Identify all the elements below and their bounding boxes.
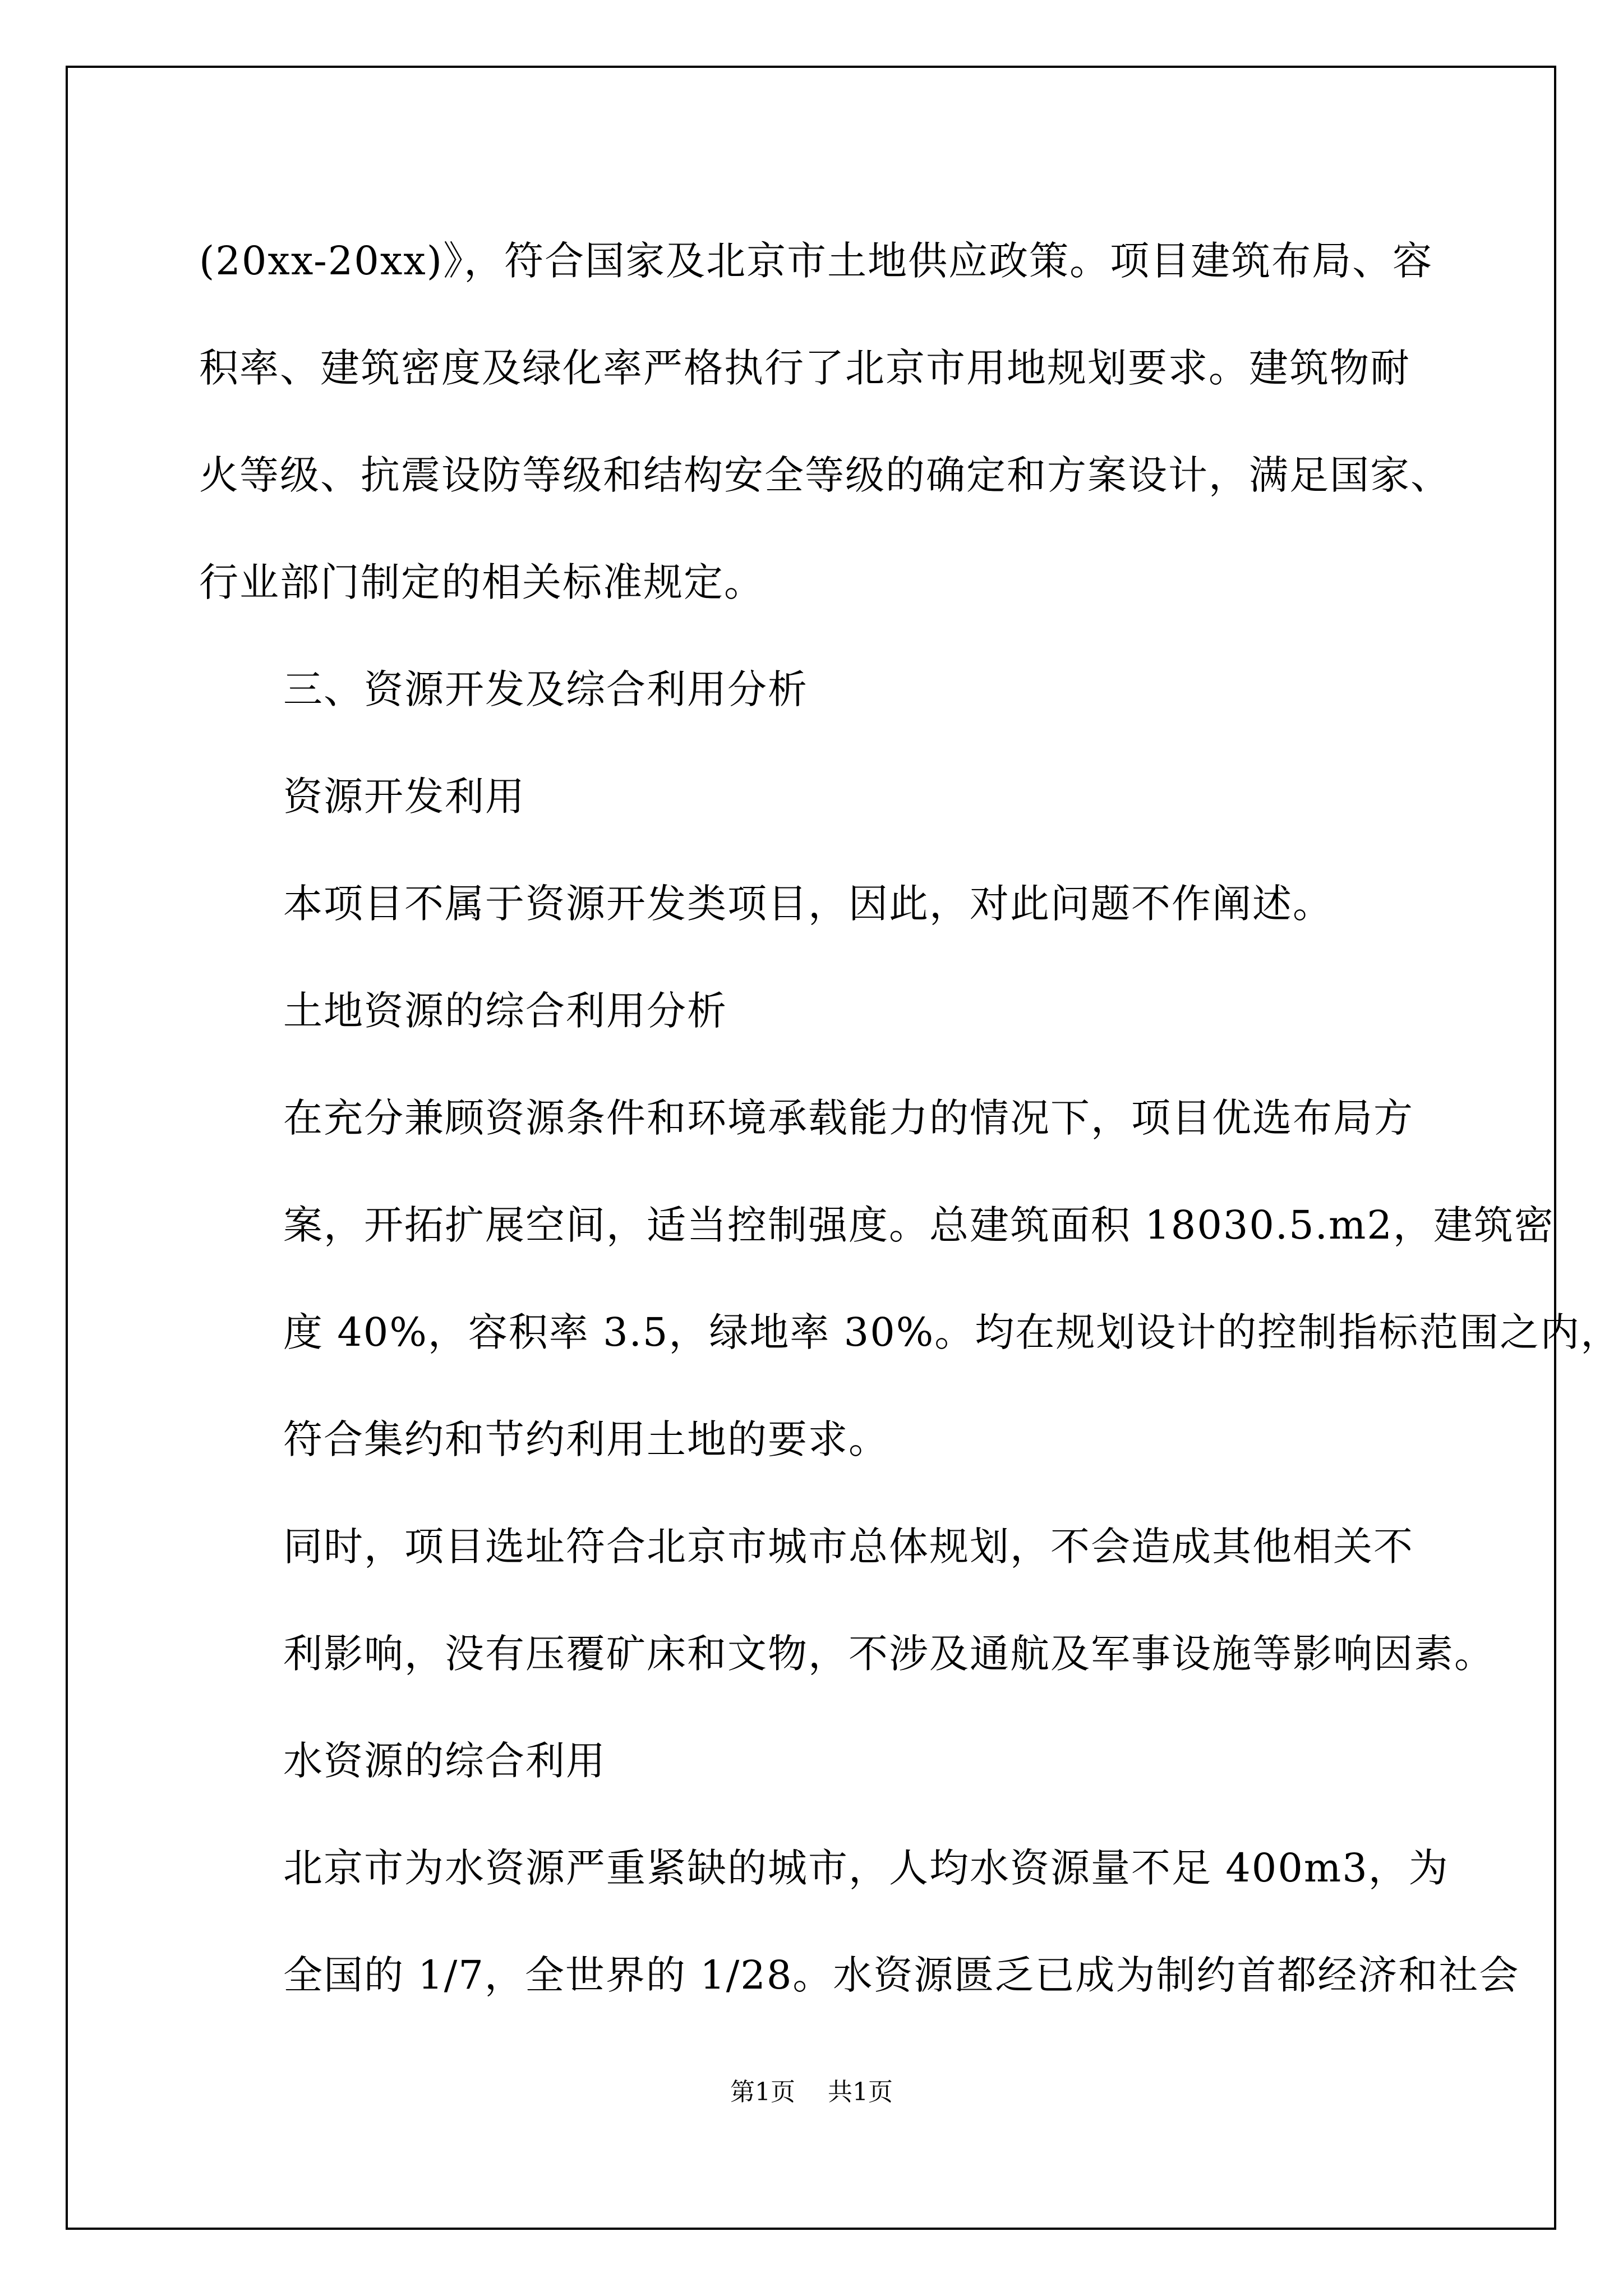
document-body [199,208,1621,2029]
text-line: 资源开发利用 [283,774,525,820]
text-line: 三、资源开发及综合利用分析 [283,666,808,712]
subheading-water-resource [199,1708,1416,1815]
text-line: 符合集约和节约利用土地的要求。 [283,1416,889,1462]
page-number: 第1页 [730,2078,795,2106]
text-line: 水资源的综合利用 [283,1738,606,1784]
text-line: 同时，项目选址符合北京市城市总体规划，不会造成其他相关不 [283,1524,1414,1570]
paragraph-resource-development [199,850,1416,958]
paragraph-land-resource [199,1065,1621,1493]
text-line: 本项目不属于资源开发类项目，因此，对此问题不作阐述。 [283,881,1333,927]
text-line: 案，开拓扩展空间，适当控制强度。总建筑面积 18030.5.m2，建筑密 [283,1202,1555,1248]
text-line: 在充分兼顾资源条件和环境承载能力的情况下，项目优选布局方 [283,1095,1414,1141]
text-line: 火等级、抗震设防等级和结构安全等级的确定和方案设计，满足国家、 [199,452,1451,498]
page-footer [0,2076,1623,2109]
text-line: (20xx-20xx)》，符合国家及北京市土地供应政策。项目建筑布局、容 [199,238,1433,284]
paragraph-1 [199,208,1451,636]
text-line: 行业部门制定的相关标准规定。 [199,559,764,605]
section-heading [199,636,1416,743]
text-line: 全国的 1/7，全世界的 1/28。水资源匮乏已成为制约首都经济和社会 [283,1952,1520,1998]
text-line: 土地资源的综合利用分析 [283,988,727,1034]
text-line: 度 40%，容积率 3.5，绿地率 30%。均在规划设计的控制指标范围之内， [283,1309,1621,1355]
text-line: 北京市为水资源严重紧缺的城市，人均水资源量不足 400m3，为 [283,1845,1449,1891]
page-total: 共1页 [828,2078,893,2106]
paragraph-site-selection [199,1493,1495,1708]
subheading-land-resource [199,958,1416,1065]
subheading-resource-development [199,743,1416,850]
paragraph-water-resource [199,1815,1520,2029]
text-line: 利影响，没有压覆矿床和文物，不涉及通航及军事设施等影响因素。 [283,1631,1495,1677]
text-line: 积率、建筑密度及绿化率严格执行了北京市用地规划要求。建筑物耐 [199,345,1410,391]
